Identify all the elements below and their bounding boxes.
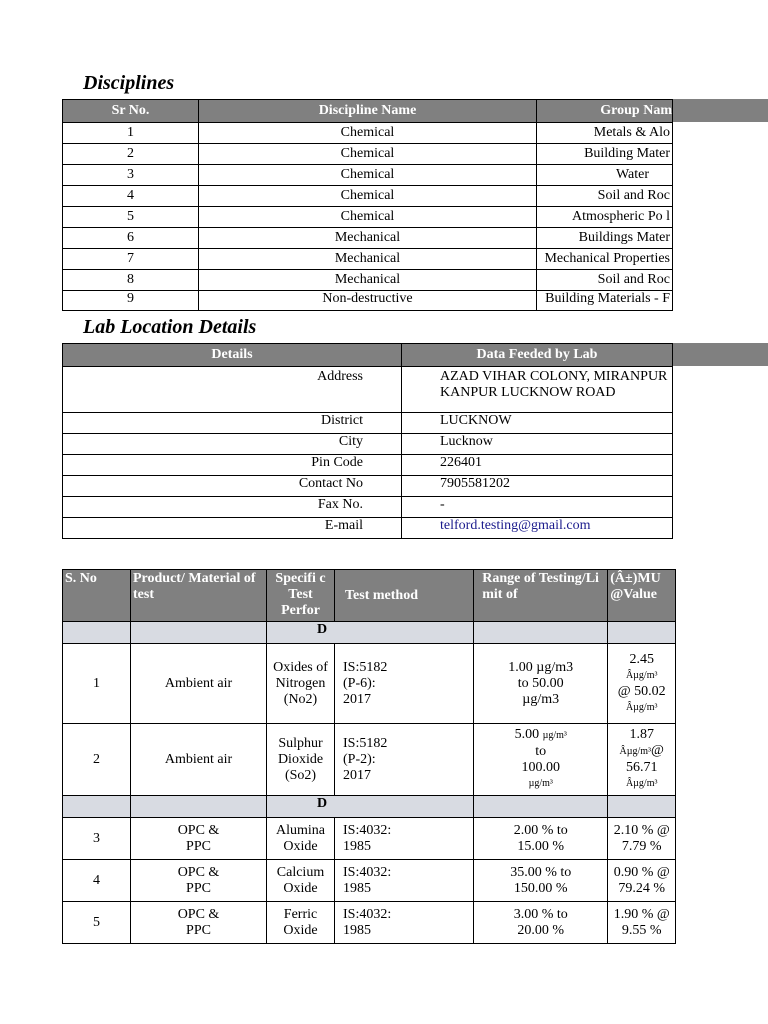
table-row [63,644,676,724]
col-header-data: Data Feeded by Lab [402,344,673,367]
range-to: to [535,744,547,759]
discipline-cell: Non-destructive [199,291,537,311]
sr-cell: 3 [63,165,199,186]
group-cell: Soil and Roc [537,270,673,291]
method-cell: IS:4032: 1985 [335,902,474,944]
table-header-row [63,100,673,123]
sno-cell: 1 [63,644,131,724]
mu-unit: Âµg/m³ [619,746,652,757]
table-row [63,455,673,476]
product-cell: Ambient air [131,644,267,724]
test-cell: Ferric Oxide [267,902,335,944]
city-value: Lucknow [402,434,673,455]
address-label: Address [63,367,402,413]
section-label: D [267,796,474,818]
table-header-row [63,570,676,622]
table-row [63,434,673,455]
col-header-method: Test method [335,570,474,622]
pin-code-value: 226401 [402,455,673,476]
col-header-range: Range of Testing/Li mit of [474,570,608,622]
discipline-cell: Chemical [199,207,537,228]
col-header-specific-test: Specifi c Test Perfor [267,570,335,622]
mu-unit: Âµg/m³ [625,778,658,789]
col-header-details: Details [63,344,402,367]
range-cell: 1.00 µg/m3 to 50.00 µg/m3 [474,644,608,724]
location-table [62,343,673,539]
district-value: LUCKNOW [402,413,673,434]
group-cell: Water [537,165,673,186]
method-cell: IS:5182 (P-6): 2017 [335,644,474,724]
mu-value: 1.87 [629,727,654,742]
group-cell: Mechanical Properties [537,249,673,270]
range-high: 100.00 [521,760,560,775]
mu-at-value: 56.71 [625,760,658,775]
discipline-cell: Mechanical [199,228,537,249]
table-row [63,367,673,413]
sr-cell: 5 [63,207,199,228]
sno-cell: 4 [63,860,131,902]
test-cell: Sulphur Dioxide (So2) [267,724,335,796]
table-row [63,724,676,796]
test-scope-table [62,569,676,944]
sno-cell: 3 [63,818,131,860]
range-low: 5.00 [514,727,540,742]
table-row [63,123,673,144]
group-cell: Soil and Roc [537,186,673,207]
sno-cell: 5 [63,902,131,944]
test-cell: Calcium Oxide [267,860,335,902]
range-cell: 3.00 % to 20.00 % [474,902,608,944]
col-header-discipline: Discipline Name [199,100,537,123]
email-link[interactable]: telford.testing@gmail.com [402,518,673,539]
table-row [63,228,673,249]
city-label: City [63,434,402,455]
mu-value: 2.45 [629,651,654,667]
sr-cell: 9 [63,291,199,311]
sno-cell: 2 [63,724,131,796]
mu-unit: Âµg/m³ [625,701,658,713]
mu-cell [608,644,676,724]
table-row [63,207,673,228]
sr-cell: 6 [63,228,199,249]
mu-cell: 1.90 % @ 9.55 % [608,902,676,944]
section-row [63,622,676,644]
mu-cell [608,724,676,796]
location-heading: Lab Location Details [83,316,257,338]
col-header-mu: (Â±)MU @Value [608,570,676,622]
range-unit: µg/m³ [542,730,567,741]
section-row [63,796,676,818]
header-band [670,343,768,366]
col-header-group: Group Nam [537,100,673,123]
sr-cell: 4 [63,186,199,207]
table-row [63,165,673,186]
section-label: D [267,622,474,644]
mu-cell: 0.90 % @ 79.24 % [608,860,676,902]
col-header-product: Product/ Material of test [131,570,267,622]
table-row [63,860,676,902]
pin-code-label: Pin Code [63,455,402,476]
disciplines-table [62,99,673,311]
test-cell: Alumina Oxide [267,818,335,860]
range-cell: 2.00 % to 15.00 % [474,818,608,860]
col-header-sr: Sr No. [63,100,199,123]
product-cell: Ambient air [131,724,267,796]
table-row [63,291,673,311]
disciplines-heading: Disciplines [83,72,175,94]
discipline-cell: Chemical [199,123,537,144]
table-row [63,518,673,539]
range-cell: 35.00 % to 150.00 % [474,860,608,902]
sr-cell: 1 [63,123,199,144]
discipline-cell: Mechanical [199,270,537,291]
table-row [63,818,676,860]
group-cell: Building Mater [537,144,673,165]
method-cell: IS:4032: 1985 [335,818,474,860]
table-row [63,186,673,207]
method-cell: IS:5182 (P-2): 2017 [335,724,474,796]
table-row [63,902,676,944]
method-cell: IS:4032: 1985 [335,860,474,902]
mu-at-value: @ 50.02 [617,683,666,699]
table-row [63,270,673,291]
contact-value: 7905581202 [402,476,673,497]
district-label: District [63,413,402,434]
group-cell: Buildings Mater [537,228,673,249]
table-header-row [63,344,673,367]
discipline-cell: Chemical [199,144,537,165]
sr-cell: 8 [63,270,199,291]
col-header-sno: S. No [63,570,131,622]
mu-at: @ [651,743,664,758]
group-cell: Building Materials - F [537,291,673,311]
discipline-cell: Mechanical [199,249,537,270]
table-row [63,249,673,270]
product-cell: OPC & PPC [131,818,267,860]
discipline-cell: Chemical [199,165,537,186]
group-cell: Atmospheric Po l [537,207,673,228]
mu-unit: Âµg/m³ [625,669,658,681]
mu-cell: 2.10 % @ 7.79 % [608,818,676,860]
table-row [63,413,673,434]
product-cell: OPC & PPC [131,860,267,902]
product-cell: OPC & PPC [131,902,267,944]
table-row [63,497,673,518]
group-cell: Metals & Alo [537,123,673,144]
sr-cell: 7 [63,249,199,270]
range-cell [474,724,608,796]
contact-label: Contact No [63,476,402,497]
fax-label: Fax No. [63,497,402,518]
discipline-cell: Chemical [199,186,537,207]
range-unit: µg/m³ [528,778,553,789]
table-row [63,476,673,497]
header-band [670,99,768,122]
address-value: AZAD VIHAR COLONY, MIRANPUR KANPUR LUCKNOW ROAD [402,367,673,413]
table-row [63,144,673,165]
email-label: E-mail [63,518,402,539]
test-cell: Oxides of Nitrogen (No2) [267,644,335,724]
fax-value: - [402,497,673,518]
sr-cell: 2 [63,144,199,165]
